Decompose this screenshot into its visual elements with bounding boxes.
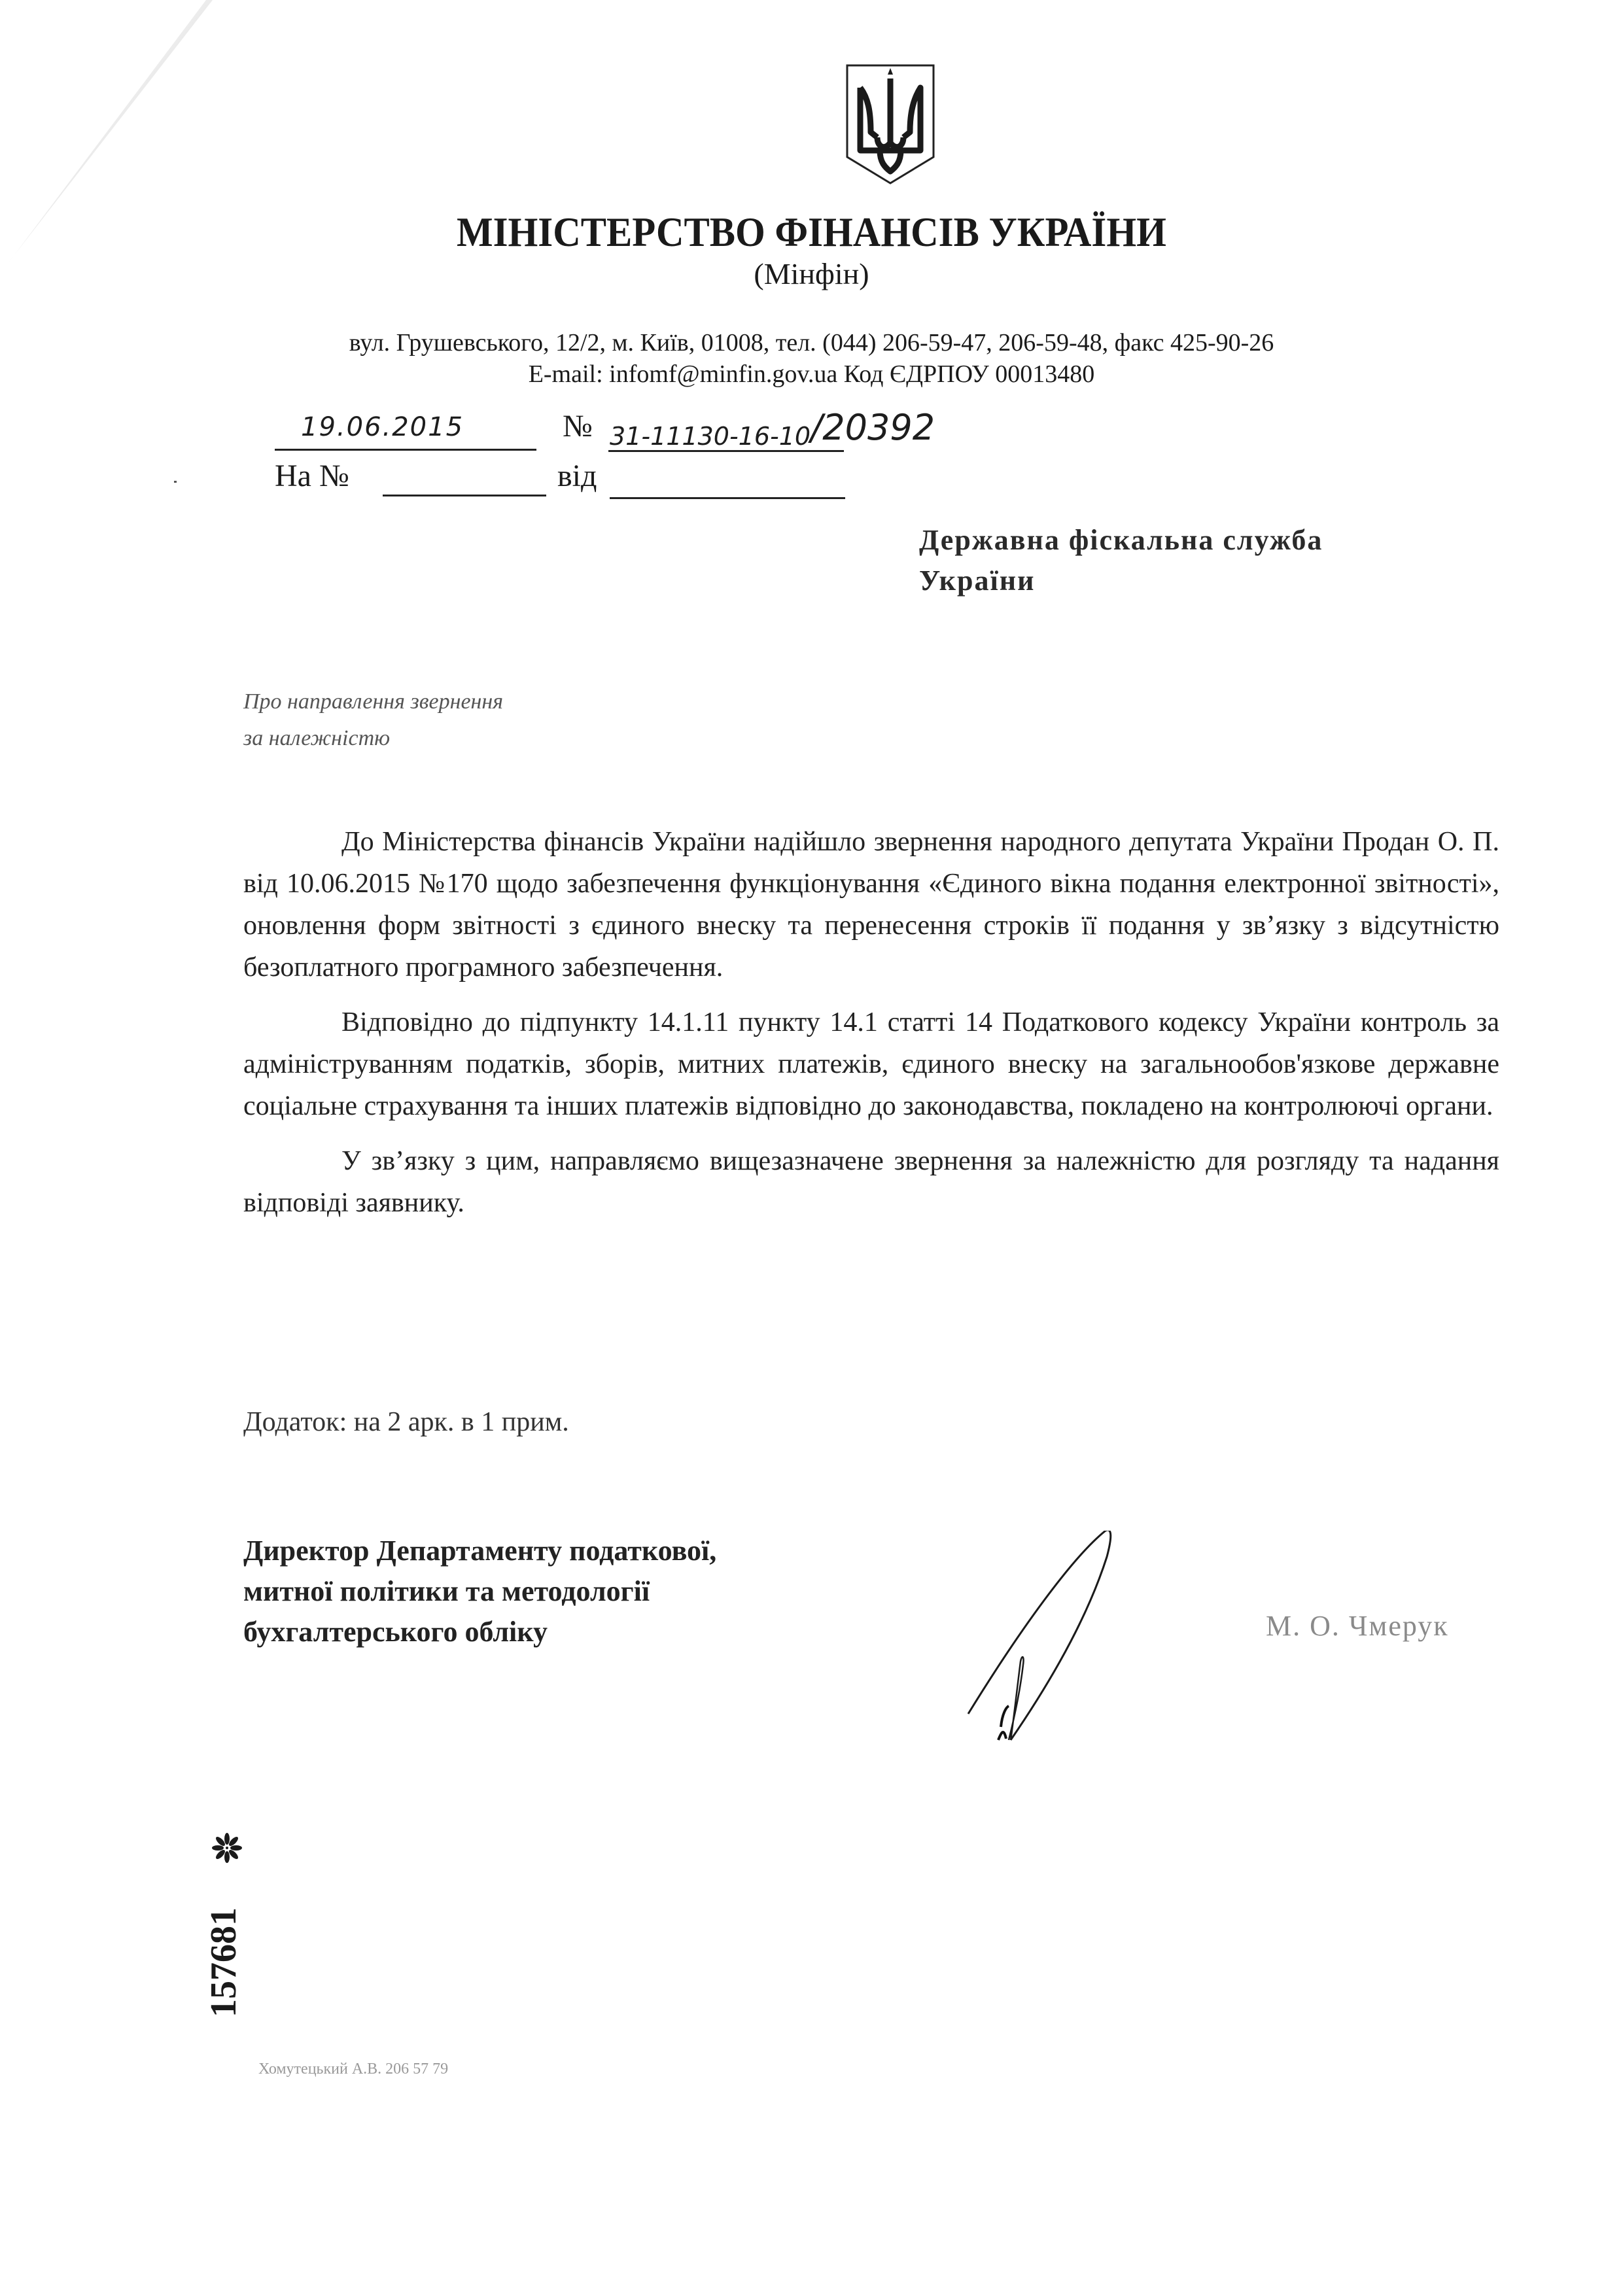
recipient-block (919, 520, 1323, 601)
subject-block (243, 684, 503, 757)
recipient-line: Державна фіскальна служба (919, 524, 1323, 556)
incoming-number-label: На № (275, 459, 349, 493)
registration-stamp-number: 157681 (203, 1907, 244, 2017)
attachment-note: Додаток: на 2 арк. в 1 прим. (243, 1407, 569, 1437)
outgoing-date: 19.06.2015 (301, 412, 464, 442)
scan-speck (174, 481, 177, 483)
outgoing-registration (275, 407, 1125, 458)
trident-coat-of-arms-icon (845, 59, 936, 186)
incoming-reference (275, 458, 1125, 504)
outgoing-number-main: 31-11130-16-10 (610, 422, 811, 451)
letterhead-address (0, 327, 1623, 390)
incoming-number-blank (383, 495, 546, 496)
ministry-short-name: (Мінфін) (754, 257, 869, 290)
letter-body (243, 821, 1499, 1237)
date-underline (275, 449, 536, 451)
recipient-line: України (919, 565, 1036, 597)
executor-note: Хомутецький А.В. 206 57 79 (258, 2061, 449, 2078)
signer-title-line: митної політики та методології (243, 1575, 650, 1607)
body-paragraph: У зв’язку з цим, направляємо вищезазначене звернення за належністю для розгляду та надання відповіді заявнику. (243, 1146, 1499, 1218)
signer-title-line: Директор Департаменту податкової, (243, 1535, 717, 1567)
incoming-from-label: від (557, 459, 597, 493)
address-line: вул. Грушевського, 12/2, м. Київ, 01008, тел. (044) 206-59-47, 206-59-48, факс 425-90-26 (349, 329, 1274, 357)
body-paragraph: До Міністерства фінансів України надійшло звернення народного депутата України Продан О. П. від 10.06.2015 №170 щодо забезпечення функціонування «Єдиного вікна подання електронної звітності», оновлення форм звітності з єдиного внеску та перенесення строків її подання у зв’язку з відсутністю безоплатного програмного забезпечення. (243, 827, 1499, 983)
outgoing-number-label: № (563, 409, 593, 444)
subject-line: за належністю (243, 726, 391, 750)
incoming-date-blank (610, 497, 845, 499)
signer-title-line: бухгалтерського обліку (243, 1616, 548, 1648)
signer-name: М. О. Чмерук (1266, 1610, 1449, 1642)
asterisk-flower-icon (211, 1832, 243, 1864)
ministry-name: МІНІСТЕРСТВО ФІНАНСІВ УКРАЇНИ (456, 209, 1166, 255)
contact-line: E-mail: infomf@minfin.gov.ua Код ЄДРПОУ 00013480 (528, 360, 1095, 388)
outgoing-number-tail: /20392 (811, 407, 935, 448)
subject-line: Про направлення звернення (243, 689, 504, 714)
signer-title (243, 1531, 716, 1652)
body-paragraph: Відповідно до підпункту 14.1.11 пункту 14.1 статті 14 Податкового кодексу України контроль за адмініструванням податків, зборів, митних платежів, єдиного внеску на загальнообов'язкове державне соціальне страхування та інших платежів відповідно до законодавства, покладено на контролюючі органи. (243, 1007, 1499, 1121)
outgoing-number (610, 407, 935, 453)
handwritten-signature-icon (955, 1531, 1282, 1747)
number-underline (608, 450, 844, 452)
